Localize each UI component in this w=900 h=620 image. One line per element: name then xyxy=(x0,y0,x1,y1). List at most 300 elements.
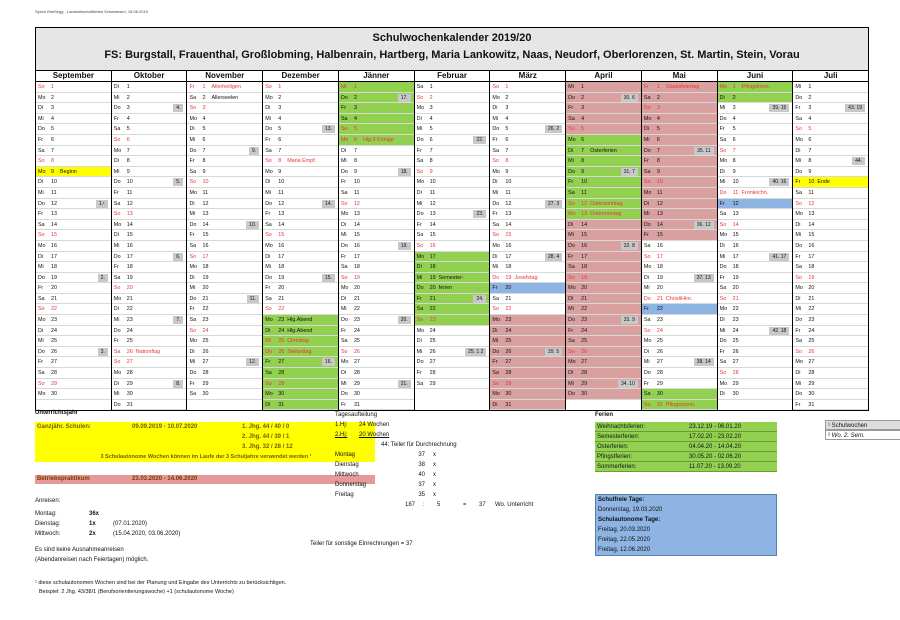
day-number: 18 xyxy=(353,264,360,271)
day-cell xyxy=(490,241,565,252)
weekday: Mi xyxy=(643,136,650,143)
day-cell xyxy=(263,124,338,135)
weekday: Sa xyxy=(568,115,575,122)
day-number: 22 xyxy=(278,306,285,313)
day-number: 20 xyxy=(126,285,133,292)
week-number: 8. xyxy=(173,380,183,388)
weekday: Do xyxy=(113,179,121,186)
day-cell xyxy=(187,146,262,157)
day-cell xyxy=(339,220,414,231)
day-number: 16 xyxy=(278,242,285,249)
day-number: 15 xyxy=(808,232,815,239)
day-number: 16 xyxy=(202,242,209,249)
day-number: 28 xyxy=(429,370,436,377)
weekday: Mo xyxy=(568,285,576,292)
day-cell xyxy=(415,273,490,284)
weekday: Do xyxy=(265,200,273,207)
day-cell xyxy=(339,241,414,252)
weekday: Do xyxy=(189,295,197,302)
day-cell xyxy=(263,389,338,400)
day-number: 30 xyxy=(353,391,360,398)
day-number: 9 xyxy=(732,168,736,175)
weekday: Mo xyxy=(189,338,197,345)
schulautonom-heading: Schulautonome Tage: xyxy=(598,517,661,523)
weekday: Fr xyxy=(795,253,801,260)
day-cell xyxy=(112,283,187,294)
day-number: 9 xyxy=(51,168,54,175)
week-number: 17. xyxy=(398,94,411,102)
weekday: Mi xyxy=(643,211,650,218)
day-number: 13 xyxy=(202,211,209,218)
day-cell xyxy=(566,326,641,337)
weekday: So xyxy=(189,105,197,112)
legend-schulwochen: ¹ Schulwochen xyxy=(825,420,900,430)
day-note: Fronleichn. xyxy=(741,189,769,196)
day-cell xyxy=(263,304,338,315)
weekday: Mi xyxy=(38,264,44,271)
tages-cell: 35 xyxy=(418,492,425,498)
weekday: Di xyxy=(719,168,725,175)
day-cell xyxy=(339,368,414,379)
day-cell xyxy=(718,114,793,125)
lower-section xyxy=(35,410,869,610)
day-cell xyxy=(490,188,565,199)
weekday: Mi xyxy=(38,115,44,122)
weekday: Mo xyxy=(795,211,803,218)
unterricht-note: 3 Schulautonome Wochen können im Laufe der 3 Schuljahre verwendet werden ¹ xyxy=(100,454,312,460)
anreise-row xyxy=(35,529,295,539)
day-number: 4 xyxy=(429,115,433,122)
day-number: 9 xyxy=(429,168,433,175)
weekday: Di xyxy=(568,295,574,302)
weekday: Di xyxy=(340,221,347,228)
weekday: Mo xyxy=(113,147,122,154)
day-cell xyxy=(112,124,187,135)
day-cell xyxy=(187,315,262,326)
day-number: 7 xyxy=(202,147,206,154)
day-number: 8 xyxy=(278,158,282,165)
weekday: Fr xyxy=(795,327,801,334)
day-note: Osterferien xyxy=(590,147,617,154)
day-cell xyxy=(566,368,641,379)
weekday: Fr xyxy=(265,211,271,218)
day-number: 5 xyxy=(429,126,433,133)
day-number: 4 xyxy=(202,115,206,122)
day-cell xyxy=(187,304,262,315)
day-number: 5 xyxy=(278,126,282,133)
weekday: Di xyxy=(340,295,347,302)
day-cell xyxy=(793,199,868,210)
week-number: 16. xyxy=(322,358,335,366)
weekday: Mi xyxy=(38,338,44,345)
weekday: Mo xyxy=(265,168,273,175)
day-number: 26 xyxy=(278,348,285,355)
day-number: 5 xyxy=(656,126,660,133)
meta-line: Sylvia Grießegg - Landwirtschaftliches Schulwesen, 18.06.2019 xyxy=(35,9,148,14)
day-number: 2 xyxy=(202,94,206,101)
weekday: Mi xyxy=(416,348,423,355)
day-cell xyxy=(36,262,111,273)
day-number: 11 xyxy=(429,189,436,196)
weekday: Do xyxy=(38,348,45,355)
day-cell xyxy=(187,283,262,294)
day-cell xyxy=(263,199,338,210)
weekday: Sa xyxy=(340,115,348,122)
day-cell xyxy=(187,124,262,135)
week-number: 20. xyxy=(398,316,411,324)
day-cell xyxy=(339,156,414,167)
day-cell xyxy=(718,135,793,146)
weekday: Fr xyxy=(189,158,195,165)
day-cell xyxy=(36,156,111,167)
day-number: 24 xyxy=(732,327,739,334)
weekday: Fr xyxy=(189,306,195,313)
day-number: 15 xyxy=(278,232,285,239)
day-number: 11 xyxy=(278,189,284,196)
day-cell xyxy=(36,326,111,337)
day-number: 7 xyxy=(429,147,433,154)
day-cell xyxy=(490,209,565,220)
day-number: 2 xyxy=(505,94,509,101)
week-number: 2. xyxy=(98,274,108,282)
weekday: Fr xyxy=(568,327,574,334)
day-number: 7 xyxy=(581,147,585,154)
day-number: 15 xyxy=(353,232,360,239)
day-cell xyxy=(642,400,717,411)
day-number: 11 xyxy=(808,189,814,196)
weekday: Do xyxy=(340,94,348,101)
day-number: 10 xyxy=(505,179,512,186)
day-cell xyxy=(187,82,262,93)
weekday: Mi xyxy=(416,126,423,133)
unterricht-box xyxy=(35,422,375,462)
day-number: 18 xyxy=(732,264,739,271)
day-cell xyxy=(793,93,868,104)
day-cell xyxy=(642,156,717,167)
weekday: Sa xyxy=(795,264,802,271)
day-number: 23 xyxy=(656,317,663,324)
weekday: So xyxy=(38,232,45,239)
day-cell xyxy=(263,135,338,146)
day-number: 13 xyxy=(278,211,285,218)
tages-row xyxy=(335,450,585,460)
day-cell xyxy=(642,114,717,125)
weekday: Mo xyxy=(38,94,46,101)
day-cell xyxy=(490,146,565,157)
weekday: Do xyxy=(492,274,500,281)
day-cell xyxy=(793,82,868,93)
day-number: 4 xyxy=(126,115,130,122)
month-column xyxy=(792,82,868,410)
weekday: Di xyxy=(643,348,649,355)
day-cell xyxy=(490,262,565,273)
day-cell xyxy=(339,336,414,347)
day-cell xyxy=(339,146,414,157)
weekday: Fr xyxy=(265,359,271,366)
weekday: Sa xyxy=(189,242,197,249)
day-number: 24 xyxy=(126,327,133,334)
day-cell xyxy=(339,315,414,326)
day-number: 4 xyxy=(278,115,282,122)
weekday: Di xyxy=(416,115,422,122)
day-cell xyxy=(718,82,793,93)
weekday: Mo xyxy=(113,370,122,377)
day-cell xyxy=(718,199,793,210)
weekday: Fr xyxy=(568,253,574,260)
day-cell xyxy=(263,230,338,241)
weekday: Mo xyxy=(38,391,46,398)
weekday: Sa xyxy=(643,317,651,324)
weekday: So xyxy=(189,179,197,186)
weekday: So xyxy=(113,285,121,292)
weekday: So xyxy=(719,370,727,377)
weekday: Sa xyxy=(416,380,424,387)
day-number: 19 xyxy=(278,274,285,281)
weekday: Mi xyxy=(719,179,726,186)
day-cell xyxy=(642,241,717,252)
day-cell xyxy=(112,389,187,400)
day-number: 4 xyxy=(505,115,509,122)
weekday: Di xyxy=(719,391,725,398)
weekday: Di xyxy=(113,158,119,165)
day-cell xyxy=(490,294,565,305)
day-number: 11 xyxy=(126,189,133,196)
day-cell xyxy=(112,146,187,157)
day-number: 22 xyxy=(353,306,360,313)
day-number: 2 xyxy=(51,94,54,101)
weekday: Di xyxy=(265,401,271,408)
day-cell xyxy=(490,389,565,400)
weekday: Mo xyxy=(265,317,273,324)
day-number: 28 xyxy=(808,370,815,377)
month-header: September xyxy=(52,71,95,80)
weekday: Di xyxy=(189,126,195,133)
schulfrei-d4: Freitag, 12.06.2020 xyxy=(598,547,651,553)
day-number: 20 xyxy=(51,285,57,292)
month-header: Oktober xyxy=(111,71,187,81)
day-cell xyxy=(642,124,717,135)
day-cell xyxy=(339,199,414,210)
weekday: Mo xyxy=(568,211,576,218)
weekday: Do xyxy=(719,115,727,122)
week-number: 29. 5 xyxy=(545,348,562,356)
day-note: Christtag xyxy=(287,338,309,345)
teiler-sonstige: Teiler für sonstige Einrechnungen = 37 xyxy=(310,541,413,547)
tages-row xyxy=(335,480,585,490)
day-cell xyxy=(187,156,262,167)
weekday: Di xyxy=(189,200,195,207)
day-number: 1 xyxy=(656,84,660,90)
day-cell xyxy=(187,326,262,337)
day-number: 2 xyxy=(429,94,433,101)
weekday: Mi xyxy=(265,338,271,345)
tages-cell: 37 xyxy=(418,482,425,488)
day-number: 10 xyxy=(656,179,663,186)
day-number: 14 xyxy=(732,221,739,228)
day-cell xyxy=(187,135,262,146)
weekday: Mi xyxy=(492,115,499,122)
day-note: Hlg.Abend xyxy=(287,327,313,334)
tages-div: : xyxy=(423,502,425,508)
day-cell xyxy=(718,262,793,273)
day-cell xyxy=(339,347,414,358)
day-cell xyxy=(793,177,868,188)
day-number: 6 xyxy=(505,136,509,143)
weekday: Mo xyxy=(38,317,46,324)
tages-row xyxy=(335,460,585,470)
day-cell xyxy=(566,357,641,368)
day-cell xyxy=(112,347,187,358)
day-cell xyxy=(566,103,641,114)
day-number: 6 xyxy=(808,136,812,143)
day-number: 7 xyxy=(278,147,282,154)
day-cell xyxy=(339,93,414,104)
weekday: Fr xyxy=(416,147,422,154)
weekday: Do xyxy=(568,391,576,398)
day-number: 21 xyxy=(278,295,285,302)
day-number: 17 xyxy=(505,253,512,260)
day-cell xyxy=(566,389,641,400)
day-cell xyxy=(339,389,414,400)
day-number: 1 xyxy=(505,84,509,90)
week-number: 19. xyxy=(398,242,411,250)
weekday: Di xyxy=(795,295,801,302)
day-number: 26 xyxy=(732,348,739,355)
jhg1: 1. Jhg. 44 / 40 / 0 xyxy=(242,424,290,430)
day-number: 15 xyxy=(429,232,436,239)
day-number: 21 xyxy=(353,295,360,302)
day-cell xyxy=(36,294,111,305)
day-number: 20 xyxy=(353,285,360,292)
day-cell xyxy=(415,82,490,93)
weekday: Mi xyxy=(265,115,271,122)
weekday: So xyxy=(416,168,424,175)
anreisen-list xyxy=(35,509,295,539)
day-number: 14 xyxy=(505,221,512,228)
day-number: 25 xyxy=(656,338,663,345)
day-number: 27 xyxy=(126,359,133,366)
day-cell xyxy=(793,389,868,400)
day-number: 11 xyxy=(202,189,209,196)
calendar-subtitle: FS: Burgstall, Frauenthal, Großlobming, Halbenrain, Hartberg, Maria Lankowitz, Naas, Neudorf, Oberlorenzen, St. Martin, Stein, Vorau xyxy=(104,49,800,61)
day-number: 26 xyxy=(126,348,133,355)
tages-cell: 38 xyxy=(418,462,425,468)
day-cell xyxy=(36,146,111,157)
weekday: Do xyxy=(113,253,121,260)
day-cell xyxy=(566,156,641,167)
day-cell xyxy=(187,167,262,178)
day-cell xyxy=(793,326,868,337)
day-cell xyxy=(36,103,111,114)
weekday: Mo xyxy=(340,211,349,218)
weekday: Mo xyxy=(795,136,803,143)
day-cell xyxy=(263,241,338,252)
schulfrei-d1: Donnerstag, 19.03.2020 xyxy=(598,507,663,513)
day-cell xyxy=(112,379,187,390)
weekday: Mo xyxy=(38,168,46,175)
day-number: 20 xyxy=(429,285,436,292)
weekday: Mi xyxy=(340,232,347,239)
day-cell xyxy=(112,368,187,379)
jhg2: 2. Jhg. 44 / 39 / 1 xyxy=(242,434,290,440)
weekday: Fr xyxy=(719,274,725,281)
weekday: Fr xyxy=(340,401,347,408)
day-cell xyxy=(187,188,262,199)
weekday: Di xyxy=(643,126,649,133)
ferien-range: 30.05.20 - 02.06.20 xyxy=(689,454,742,460)
tages-five: 5 xyxy=(437,502,441,508)
day-cell xyxy=(490,315,565,326)
day-cell xyxy=(339,379,414,390)
day-number: 21 xyxy=(126,295,133,302)
day-cell xyxy=(415,199,490,210)
day-number: 22 xyxy=(505,306,512,313)
day-number: 14 xyxy=(353,221,360,228)
day-number: 19 xyxy=(808,274,815,281)
day-number: 30 xyxy=(808,391,815,398)
weekday: So xyxy=(340,348,348,355)
day-number: 16 xyxy=(126,242,133,249)
weekday: Do xyxy=(416,136,424,143)
month-column xyxy=(489,82,565,410)
tages-unit: Wo. Unterricht xyxy=(495,502,534,508)
day-number: 21 xyxy=(732,295,739,302)
day-number: 14 xyxy=(51,221,57,228)
day-cell xyxy=(112,114,187,125)
day-cell xyxy=(112,252,187,263)
day-cell xyxy=(718,252,793,263)
day-number: 19 xyxy=(505,274,512,281)
day-number: 14 xyxy=(808,221,815,228)
day-number: 10 xyxy=(278,179,285,186)
day-number: 8 xyxy=(51,158,54,165)
day-cell xyxy=(415,124,490,135)
day-number: 11 xyxy=(581,189,587,196)
weekday: So xyxy=(113,211,121,218)
day-cell xyxy=(263,294,338,305)
day-number: 14 xyxy=(581,221,588,228)
day-cell xyxy=(566,252,641,263)
anreise-cell: (07.01.2020) xyxy=(113,521,148,527)
day-number: 18 xyxy=(656,264,663,271)
weekday: Sa xyxy=(416,84,424,90)
week-number: 43. 19 xyxy=(845,104,865,112)
day-cell xyxy=(263,368,338,379)
day-cell xyxy=(566,93,641,104)
day-cell xyxy=(112,177,187,188)
day-cell xyxy=(36,357,111,368)
weekday: So xyxy=(340,126,348,133)
week-number: 11. xyxy=(247,295,260,303)
weekday: Mi xyxy=(568,158,574,165)
day-cell xyxy=(187,209,262,220)
day-cell xyxy=(415,347,490,358)
day-cell xyxy=(718,336,793,347)
day-number: 21 xyxy=(808,295,815,302)
day-note: Stefanitag xyxy=(287,348,312,355)
day-number: 6 xyxy=(202,136,206,143)
weekday: Do xyxy=(795,242,803,249)
day-number: 22 xyxy=(732,306,739,313)
tages-cell: Montag xyxy=(335,452,356,458)
weekday: Sa xyxy=(719,285,727,292)
month-headers xyxy=(36,71,868,82)
ferien-row xyxy=(595,422,777,432)
weekday: So xyxy=(492,380,499,387)
day-number: 22 xyxy=(126,306,133,313)
day-cell xyxy=(793,336,868,347)
day-cell xyxy=(36,230,111,241)
